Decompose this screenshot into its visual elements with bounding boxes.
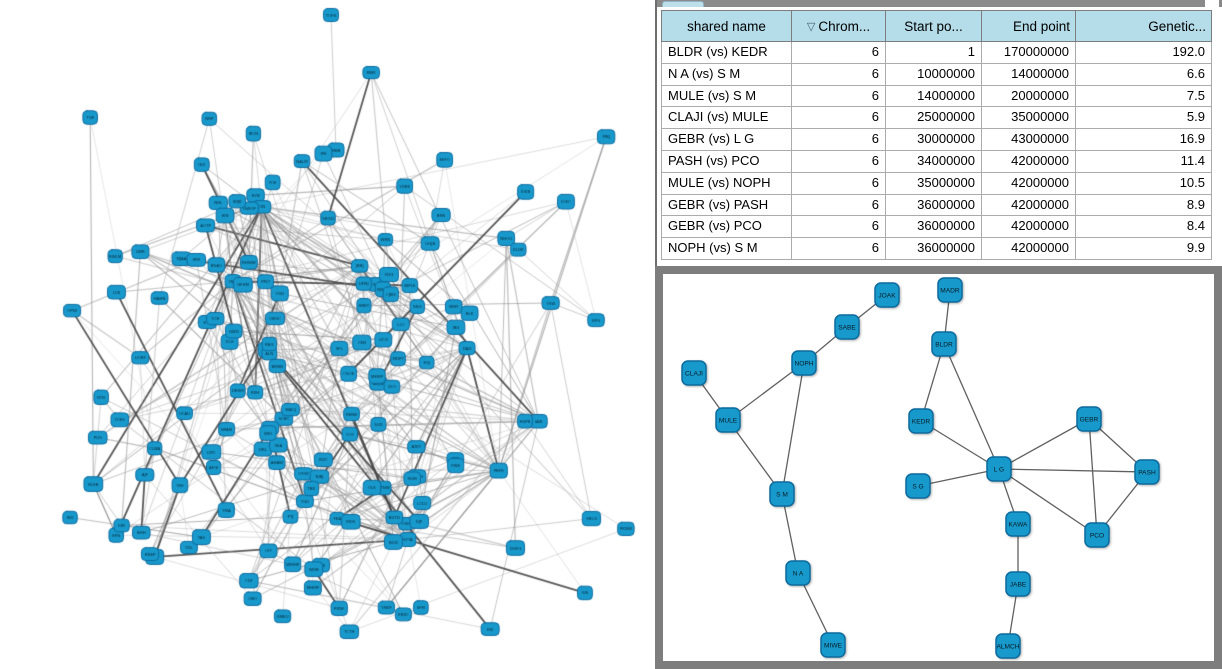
table-row[interactable]: [662, 194, 1212, 216]
table-cell[interactable]: 6: [792, 63, 886, 85]
table-row[interactable]: [662, 42, 1212, 64]
table-cell[interactable]: CLAJI (vs) MULE: [662, 107, 792, 129]
node-noph[interactable]: [792, 351, 816, 375]
table-cell[interactable]: 8.9: [1076, 194, 1212, 216]
table-cell[interactable]: 6: [792, 216, 886, 238]
node-gebr[interactable]: [1077, 407, 1101, 431]
table-cell[interactable]: 11.4: [1076, 150, 1212, 172]
node-label: ALMCH: [996, 643, 1020, 651]
table-cell[interactable]: 36000000: [886, 194, 982, 216]
table-cell[interactable]: 42000000: [982, 216, 1076, 238]
table-cell[interactable]: 6.6: [1076, 63, 1212, 85]
strip-notch: [1205, 0, 1219, 7]
table-cell[interactable]: 16.9: [1076, 129, 1212, 151]
table-cell[interactable]: 10.5: [1076, 172, 1212, 194]
table-row[interactable]: [662, 216, 1212, 238]
node-mule[interactable]: [716, 408, 740, 432]
table-cell[interactable]: 6: [792, 85, 886, 107]
column-header-label: Start po...: [904, 18, 963, 34]
column-header-chrom---[interactable]: [792, 11, 886, 42]
node-miwe[interactable]: [821, 633, 845, 657]
node-kedr[interactable]: [909, 409, 933, 433]
node-pco[interactable]: [1085, 523, 1109, 547]
table-cell[interactable]: 25000000: [886, 107, 982, 129]
node-pash[interactable]: [1135, 460, 1159, 484]
node-label: S G: [912, 483, 924, 491]
node-label: JABE: [1009, 581, 1027, 589]
edge-BLDR-LG[interactable]: [944, 344, 999, 469]
table-cell[interactable]: GEBR (vs) PASH: [662, 194, 792, 216]
panel-divider[interactable]: [655, 0, 657, 266]
column-header-end-point[interactable]: [982, 11, 1076, 42]
panel-top-strip: [655, 0, 1222, 7]
column-header-genetic---[interactable]: [1076, 11, 1212, 42]
column-header-shared-name[interactable]: [662, 11, 792, 42]
table-row[interactable]: [662, 129, 1212, 151]
table-cell[interactable]: 30000000: [886, 129, 982, 151]
node-label: PCO: [1089, 532, 1105, 540]
node-sabe[interactable]: [835, 315, 859, 339]
table-cell[interactable]: 6: [792, 172, 886, 194]
node-madr[interactable]: [938, 278, 962, 302]
table-cell[interactable]: 35000000: [886, 172, 982, 194]
table-cell[interactable]: 14000000: [982, 63, 1076, 85]
column-header-label: Chrom...: [818, 18, 871, 34]
table-cell[interactable]: 6: [792, 129, 886, 151]
table-cell[interactable]: N A (vs) S M: [662, 63, 792, 85]
node-label: PASH: [1138, 469, 1156, 477]
table-cell[interactable]: 42000000: [982, 194, 1076, 216]
edge-NOPH-SM[interactable]: [782, 363, 804, 494]
table-cell[interactable]: 6: [792, 194, 886, 216]
node-label: S M: [776, 491, 788, 499]
node-claji[interactable]: [682, 361, 706, 385]
table-cell[interactable]: PASH (vs) PCO: [662, 150, 792, 172]
node-s-g[interactable]: [906, 474, 930, 498]
table-cell[interactable]: 42000000: [982, 238, 1076, 260]
table-cell[interactable]: 192.0: [1076, 42, 1212, 64]
table-cell[interactable]: 43000000: [982, 129, 1076, 151]
table-cell[interactable]: 170000000: [982, 42, 1076, 64]
table-cell[interactable]: MULE (vs) S M: [662, 85, 792, 107]
node-label: GEBR: [1079, 416, 1099, 424]
table-cell[interactable]: 9.9: [1076, 238, 1212, 260]
node-label: KEDR: [911, 418, 931, 426]
table-tab-fragment[interactable]: [662, 1, 704, 7]
table-cell[interactable]: 34000000: [886, 150, 982, 172]
table-cell[interactable]: 36000000: [886, 238, 982, 260]
node-bldr[interactable]: [932, 332, 956, 356]
table-row[interactable]: [662, 63, 1212, 85]
table-cell[interactable]: MULE (vs) NOPH: [662, 172, 792, 194]
table-row[interactable]: [662, 107, 1212, 129]
table-row[interactable]: [662, 85, 1212, 107]
table-cell[interactable]: 5.9: [1076, 107, 1212, 129]
table-cell[interactable]: GEBR (vs) PCO: [662, 216, 792, 238]
table-cell[interactable]: 10000000: [886, 63, 982, 85]
column-header-label: End point: [1012, 18, 1070, 34]
table-cell[interactable]: 6: [792, 238, 886, 260]
table-cell[interactable]: 42000000: [982, 150, 1076, 172]
table-cell[interactable]: BLDR (vs) KEDR: [662, 42, 792, 64]
node-label: CLAJI: [685, 370, 703, 378]
node-label: L G: [993, 466, 1005, 474]
node-label: MIWE: [824, 642, 842, 650]
node-label: BLDR: [935, 341, 953, 349]
table-cell[interactable]: 20000000: [982, 85, 1076, 107]
table-header-row: [662, 11, 1212, 42]
edge-LG-GEBR[interactable]: [999, 419, 1089, 469]
edge-LG-PASH[interactable]: [999, 469, 1147, 472]
table-row[interactable]: [662, 172, 1212, 194]
table-cell[interactable]: 36000000: [886, 216, 982, 238]
small-network-panel: [655, 266, 1222, 669]
node-label: SABE: [838, 324, 856, 332]
node-jabe[interactable]: [1006, 572, 1030, 596]
table-cell[interactable]: 8.4: [1076, 216, 1212, 238]
column-header-label: shared name: [687, 18, 766, 34]
attribute-table: [661, 10, 1212, 260]
table-cell[interactable]: 1: [886, 42, 982, 64]
table-row[interactable]: [662, 150, 1212, 172]
table-cell[interactable]: 6: [792, 107, 886, 129]
node-label: N A: [792, 570, 804, 578]
table-cell[interactable]: GEBR (vs) L G: [662, 129, 792, 151]
edge-GEBR-PCO[interactable]: [1089, 419, 1097, 535]
table-cell[interactable]: 7.5: [1076, 85, 1212, 107]
table-panel: [655, 7, 1222, 260]
node-label: MADR: [940, 287, 960, 295]
node-l-g[interactable]: [987, 457, 1011, 481]
table-cell[interactable]: 6: [792, 150, 886, 172]
table-cell[interactable]: 14000000: [886, 85, 982, 107]
node-n-a[interactable]: [786, 561, 810, 585]
node-s-m[interactable]: [770, 482, 794, 506]
node-label: NOPH: [794, 360, 814, 368]
node-label: MULE: [718, 417, 738, 425]
table-cell[interactable]: NOPH (vs) S M: [662, 238, 792, 260]
table-cell[interactable]: 35000000: [982, 107, 1076, 129]
node-label: JOAK: [878, 292, 896, 300]
table-row[interactable]: [662, 238, 1212, 260]
table-cell[interactable]: 42000000: [982, 172, 1076, 194]
node-almch[interactable]: [996, 634, 1020, 658]
node-label: KAWA: [1008, 521, 1028, 529]
small-network-view[interactable]: [663, 274, 1214, 661]
table-cell[interactable]: 6: [792, 42, 886, 64]
node-joak[interactable]: [875, 283, 899, 307]
right-pane: [655, 0, 1222, 669]
filter-icon[interactable]: ▽: [806, 20, 816, 33]
column-header-label: Genetic...: [1148, 18, 1206, 34]
column-header-start-po---[interactable]: [886, 11, 982, 42]
node-kawa[interactable]: [1006, 512, 1030, 536]
